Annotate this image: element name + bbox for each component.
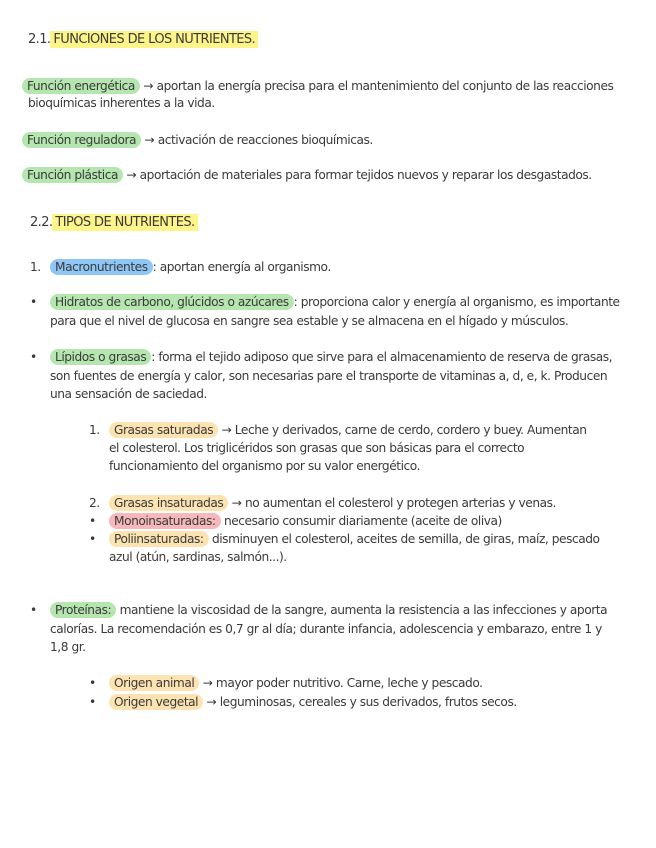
funcion-reguladora — [22, 131, 373, 149]
grasas-insaturadas-text: no aumentan el colesterol y protegen arterias y venas. — [244, 496, 556, 510]
funcion-energetica-term: Función energética — [22, 78, 140, 94]
bullet: • — [89, 532, 96, 546]
bullet: • — [89, 514, 96, 528]
funcion-reguladora-term: Función reguladora — [22, 132, 141, 148]
list-number: 1. — [89, 423, 100, 437]
arrow-icon: → — [144, 133, 155, 147]
grasas-saturadas-text: Leche y derivados, carne de cerdo, cordero y buey. Aumentan — [234, 423, 587, 437]
hidratos-line-2: para que el nivel de glucosa en sangre sea estable y se almacena en el hígado y músculos. — [50, 314, 569, 328]
section-title: FUNCIONES DE LOS NUTRIENTES. — [50, 31, 258, 48]
grasas-insaturadas-term: Grasas insaturadas — [109, 495, 228, 511]
funcion-energetica-line-2: bioquímicas inherentes a la vida. — [28, 96, 215, 110]
bullet: • — [30, 295, 37, 309]
lipidos-line-3: una sensación de saciedad. — [50, 387, 207, 401]
lipidos-line-2: son fuentes de energía y calor, son necesarias pare el transporte de vitaminas a, d, e, k. Producen — [50, 369, 608, 383]
bullet: • — [30, 350, 37, 364]
proteinas-line-1 — [30, 601, 607, 619]
arrow-icon: → — [206, 695, 217, 709]
section-number: 2.1. — [28, 32, 51, 47]
hidratos-term: Hidratos de carbono, glúcidos o azúcares — [50, 294, 294, 310]
section-title: TIPOS DE NUTRIENTES. — [52, 214, 197, 231]
lipidos-text: : forma el tejido adiposo que sirve para el almacenamiento de reserva de grasas, — [151, 350, 613, 364]
origen-vegetal-term: Origen vegetal — [109, 694, 203, 710]
list-number: 2. — [89, 496, 100, 510]
poliinsaturadas-line-1 — [89, 530, 600, 548]
funcion-plastica — [22, 166, 592, 184]
funcion-plastica-term: Función plástica — [22, 167, 123, 183]
funcion-energetica-line-1 — [22, 77, 613, 95]
macronutrientes-item — [30, 258, 331, 276]
lipidos-term: Lípidos o grasas — [50, 349, 151, 365]
lipidos-line-1 — [30, 348, 612, 366]
funcion-reguladora-text: activación de reacciones bioquímicas. — [157, 133, 373, 147]
bullet: • — [89, 676, 96, 690]
arrow-icon: → — [202, 676, 213, 690]
arrow-icon: → — [143, 79, 154, 93]
grasas-saturadas-term: Grasas saturadas — [109, 422, 218, 438]
poliinsaturadas-text: disminuyen el colesterol, aceites de semilla, de giras, maíz, pescado — [211, 532, 600, 546]
monoinsaturadas-term: Monoinsaturadas: — [109, 513, 221, 529]
section-heading-funciones — [28, 31, 258, 49]
proteinas-line-3: 1,8 gr. — [50, 640, 86, 654]
hidratos-text: : proporciona calor y energía al organismo, es importante — [293, 295, 620, 309]
monoinsaturadas-text: necesario consumir diariamente (aceite de oliva) — [223, 514, 502, 528]
origen-animal-item — [89, 674, 483, 692]
origen-animal-term: Origen animal — [109, 675, 199, 691]
bullet: • — [30, 603, 37, 617]
arrow-icon: → — [221, 423, 232, 437]
origen-vegetal-item — [89, 693, 517, 711]
grasas-saturadas-line-1 — [89, 421, 587, 439]
list-number: 1. — [30, 260, 41, 274]
section-number: 2.2. — [30, 215, 53, 230]
poliinsaturadas-line-2: azul (atún, sardinas, salmón...). — [109, 550, 287, 564]
grasas-saturadas-line-2: el colesterol. Los triglicéridos son grasas que son básicas para el correcto — [109, 441, 525, 455]
macronutrientes-text: : aportan energía al organismo. — [152, 260, 331, 274]
proteinas-line-2: calorías. La recomendación es 0,7 gr al día; durante infancia, adolescencia y embarazo, entre 1 y — [50, 622, 602, 636]
grasas-insaturadas-item — [89, 494, 556, 512]
grasas-saturadas-line-3: funcionamiento del organismo por su valor energético. — [109, 459, 420, 473]
arrow-icon: → — [126, 168, 137, 182]
proteinas-term: Proteínas: — [50, 602, 116, 618]
macronutrientes-term: Macronutrientes — [50, 259, 153, 275]
bullet: • — [89, 695, 96, 709]
poliinsaturadas-term: Poliinsaturadas: — [109, 531, 209, 547]
proteinas-text: mantiene la viscosidad de la sangre, aumenta la resistencia a las infecciones y aporta — [119, 603, 608, 617]
section-heading-tipos — [30, 214, 198, 232]
funcion-energetica-text: aportan la energía precisa para el mantenimiento del conjunto de las reacciones — [156, 79, 614, 93]
monoinsaturadas-item — [89, 512, 502, 530]
origen-vegetal-text: leguminosas, cereales y sus derivados, frutos secos. — [219, 695, 517, 709]
hidratos-line-1 — [30, 293, 620, 311]
arrow-icon: → — [231, 496, 242, 510]
origen-animal-text: mayor poder nutritivo. Carne, leche y pescado. — [215, 676, 483, 690]
funcion-plastica-text: aportación de materiales para formar tejidos nuevos y reparar los desgastados. — [139, 168, 592, 182]
